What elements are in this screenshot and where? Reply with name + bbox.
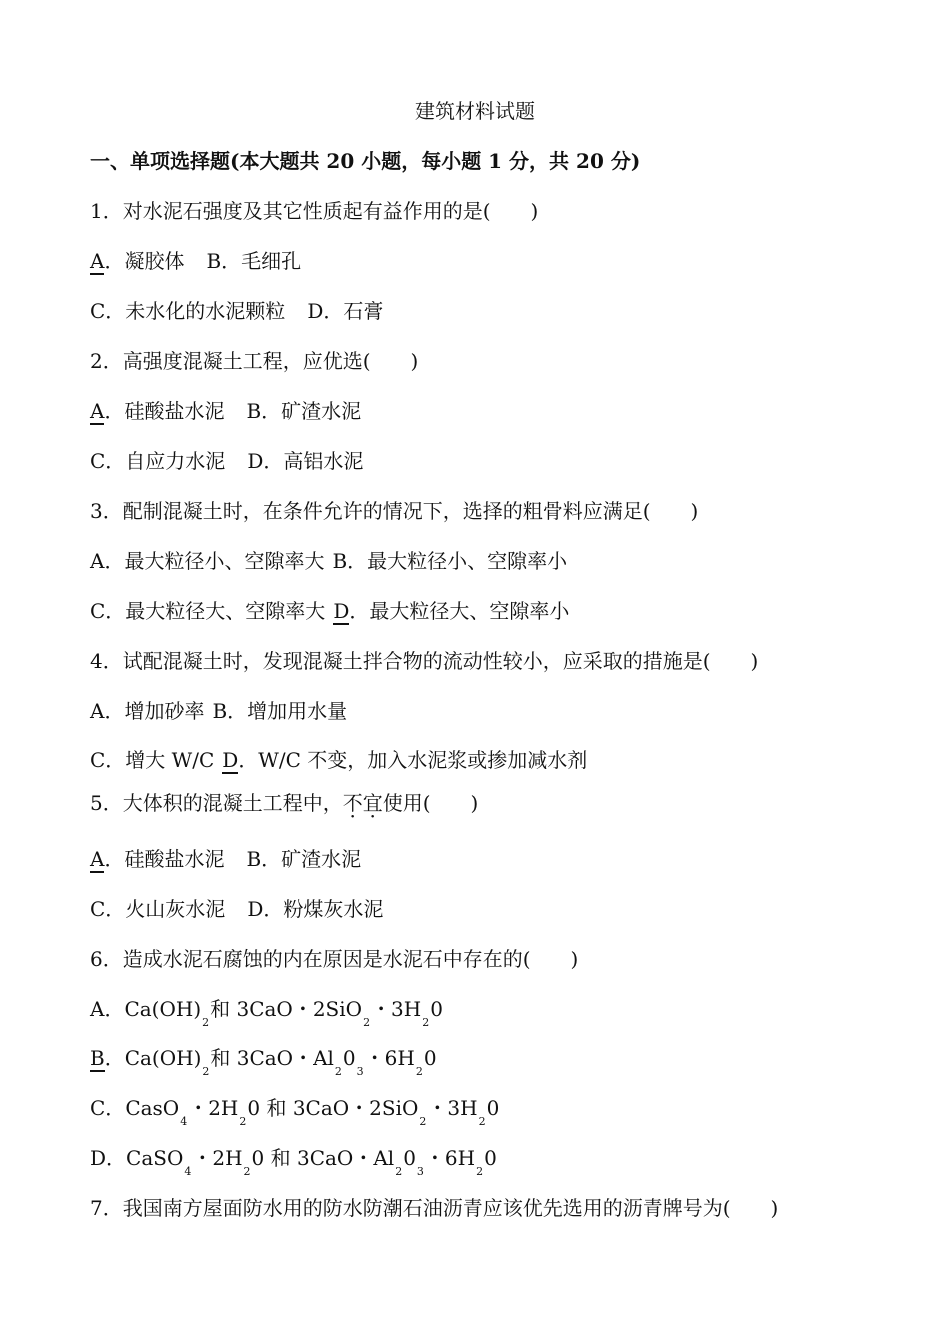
formula-part: 0 xyxy=(423,1046,437,1070)
q5-option-b: B．矿渣水泥 xyxy=(246,847,362,871)
question-4-stem: 4．试配混凝土时，发现混凝土拌合物的流动性较小，应采取的措施是( ) xyxy=(90,649,759,673)
formula-part: ・3H xyxy=(427,1096,478,1120)
q6-option-d xyxy=(90,1145,497,1178)
question-1-stem: 1．对水泥石强度及其它性质起有益作用的是( ) xyxy=(90,199,539,223)
q6-d-label: D． xyxy=(90,1146,127,1170)
formula-part: Ca(OH) xyxy=(124,997,202,1021)
subscript: 2 xyxy=(395,1165,403,1178)
question-2-options-ab xyxy=(90,398,361,424)
subscript: 3 xyxy=(416,1165,424,1178)
question-2-options-cd xyxy=(90,448,363,474)
formula-part: ・6H xyxy=(424,1146,476,1170)
formula-part: 0 和 3CaO・2SiO xyxy=(247,1096,419,1120)
formula-part: 0 xyxy=(486,1096,500,1120)
question-7-stem: 7．我国南方屋面防水用的防水防潮石油沥青应该优先选用的沥青牌号为( ) xyxy=(90,1196,779,1220)
formula-part: ・2H xyxy=(188,1096,239,1120)
formula-part: ・6H xyxy=(364,1046,415,1070)
formula-part: 0 xyxy=(484,1146,497,1170)
q2-option-c: C．自应力水泥 xyxy=(90,449,226,473)
q5-stem-suffix: 使用( ) xyxy=(382,791,479,815)
q5-option-d: D．粉煤灰水泥 xyxy=(247,897,384,921)
subscript: 2 xyxy=(415,1065,423,1078)
q6-a-label: A． xyxy=(90,997,125,1021)
subscript: 2 xyxy=(202,1065,210,1078)
subscript: 2 xyxy=(422,1016,430,1029)
answer-key-q2: A xyxy=(90,399,105,423)
subscript: 3 xyxy=(356,1065,364,1078)
subscript: 2 xyxy=(363,1016,371,1029)
question-5-options-cd xyxy=(90,896,383,922)
question-5-options-ab xyxy=(90,846,361,872)
q3-option-a: A．最大粒径小、空隙率大 xyxy=(90,549,325,573)
q5-option-a: ．硅酸盐水泥 xyxy=(104,847,225,871)
q6-option-b xyxy=(90,1045,437,1078)
formula-part: 和 3CaO・Al xyxy=(210,1046,334,1070)
q2-option-d: D．高铝水泥 xyxy=(247,449,364,473)
subscript: 2 xyxy=(476,1165,484,1178)
formula-part: 和 3CaO・2SiO xyxy=(210,997,363,1021)
q1-option-a: ．凝胶体 xyxy=(104,249,185,273)
question-4-options-cd xyxy=(90,747,587,773)
formula-part: CaSO xyxy=(126,1146,184,1170)
q3-option-b: B．最大粒径小、空隙率小 xyxy=(332,549,568,573)
q3-option-c: C．最大粒径大、空隙率大 xyxy=(90,599,326,623)
question-2-stem: 2．高强度混凝土工程，应优选( ) xyxy=(90,349,419,373)
question-3-stem: 3．配制混凝土时，在条件允许的情况下，选择的粗骨料应满足( ) xyxy=(90,499,699,523)
q5-option-c: C．火山灰水泥 xyxy=(90,897,226,921)
emphasis-yi: 宜 xyxy=(362,791,383,815)
question-3-options-cd xyxy=(90,598,569,624)
formula-part: 0 和 3CaO・Al xyxy=(251,1146,395,1170)
q6-b-label: ． xyxy=(104,1046,125,1070)
question-4-options-ab xyxy=(90,698,347,724)
formula-part: 0 xyxy=(403,1146,416,1170)
q6-option-a xyxy=(90,996,443,1029)
subscript: 4 xyxy=(180,1115,188,1128)
q1-option-c: C．未水化的水泥颗粒 xyxy=(90,299,286,323)
subscript: 2 xyxy=(478,1115,486,1128)
formula-part: 0 xyxy=(430,997,443,1021)
formula-part: 0 xyxy=(342,1046,356,1070)
answer-key-q3: D xyxy=(333,599,350,623)
formula-part: CasO xyxy=(125,1096,180,1120)
formula-part: Ca(OH) xyxy=(124,1046,202,1070)
subscript: 2 xyxy=(239,1115,247,1128)
q6-option-c xyxy=(90,1095,500,1128)
emphasis-bu: 不 xyxy=(342,791,363,815)
answer-key-q5: A xyxy=(90,847,105,871)
answer-key-q4: D xyxy=(222,748,239,772)
subscript: 2 xyxy=(419,1115,427,1128)
q4-option-d: ．W/C 不变，加入水泥浆或掺加减水剂 xyxy=(238,748,588,772)
formula-part: ・2H xyxy=(192,1146,243,1170)
subscript: 4 xyxy=(184,1165,192,1178)
q2-option-a: ．硅酸盐水泥 xyxy=(104,399,225,423)
question-5-stem xyxy=(90,790,478,816)
q2-option-b: B．矿渣水泥 xyxy=(246,399,362,423)
page-title: 建筑材料试题 xyxy=(415,99,535,123)
q4-option-c: C．增大 W/C xyxy=(90,748,215,772)
subscript: 2 xyxy=(334,1065,342,1078)
q3-option-d: ．最大粒径大、空隙率小 xyxy=(349,599,570,623)
q5-stem-prefix: 5．大体积的混凝土工程中， xyxy=(90,791,343,815)
q4-option-b: B．增加用水量 xyxy=(212,699,348,723)
answer-key-q6: B xyxy=(90,1046,105,1070)
question-3-options-ab xyxy=(90,548,567,574)
q6-c-label: C． xyxy=(90,1096,126,1120)
q1-option-d: D．石膏 xyxy=(307,299,384,323)
answer-key-q1: A xyxy=(90,249,105,273)
section-heading: 一、单项选择题(本大题共 20 小题，每小题 1 分，共 20 分) xyxy=(90,149,641,173)
formula-part: ・3H xyxy=(371,997,422,1021)
question-1-options-ab xyxy=(90,248,301,274)
subscript: 2 xyxy=(243,1165,251,1178)
question-1-options-cd xyxy=(90,298,383,324)
q4-option-a: A．增加砂率 xyxy=(90,699,205,723)
subscript: 2 xyxy=(202,1016,210,1029)
q1-option-b: B．毛细孔 xyxy=(206,249,302,273)
question-6-stem: 6．造成水泥石腐蚀的内在原因是水泥石中存在的( ) xyxy=(90,947,579,971)
